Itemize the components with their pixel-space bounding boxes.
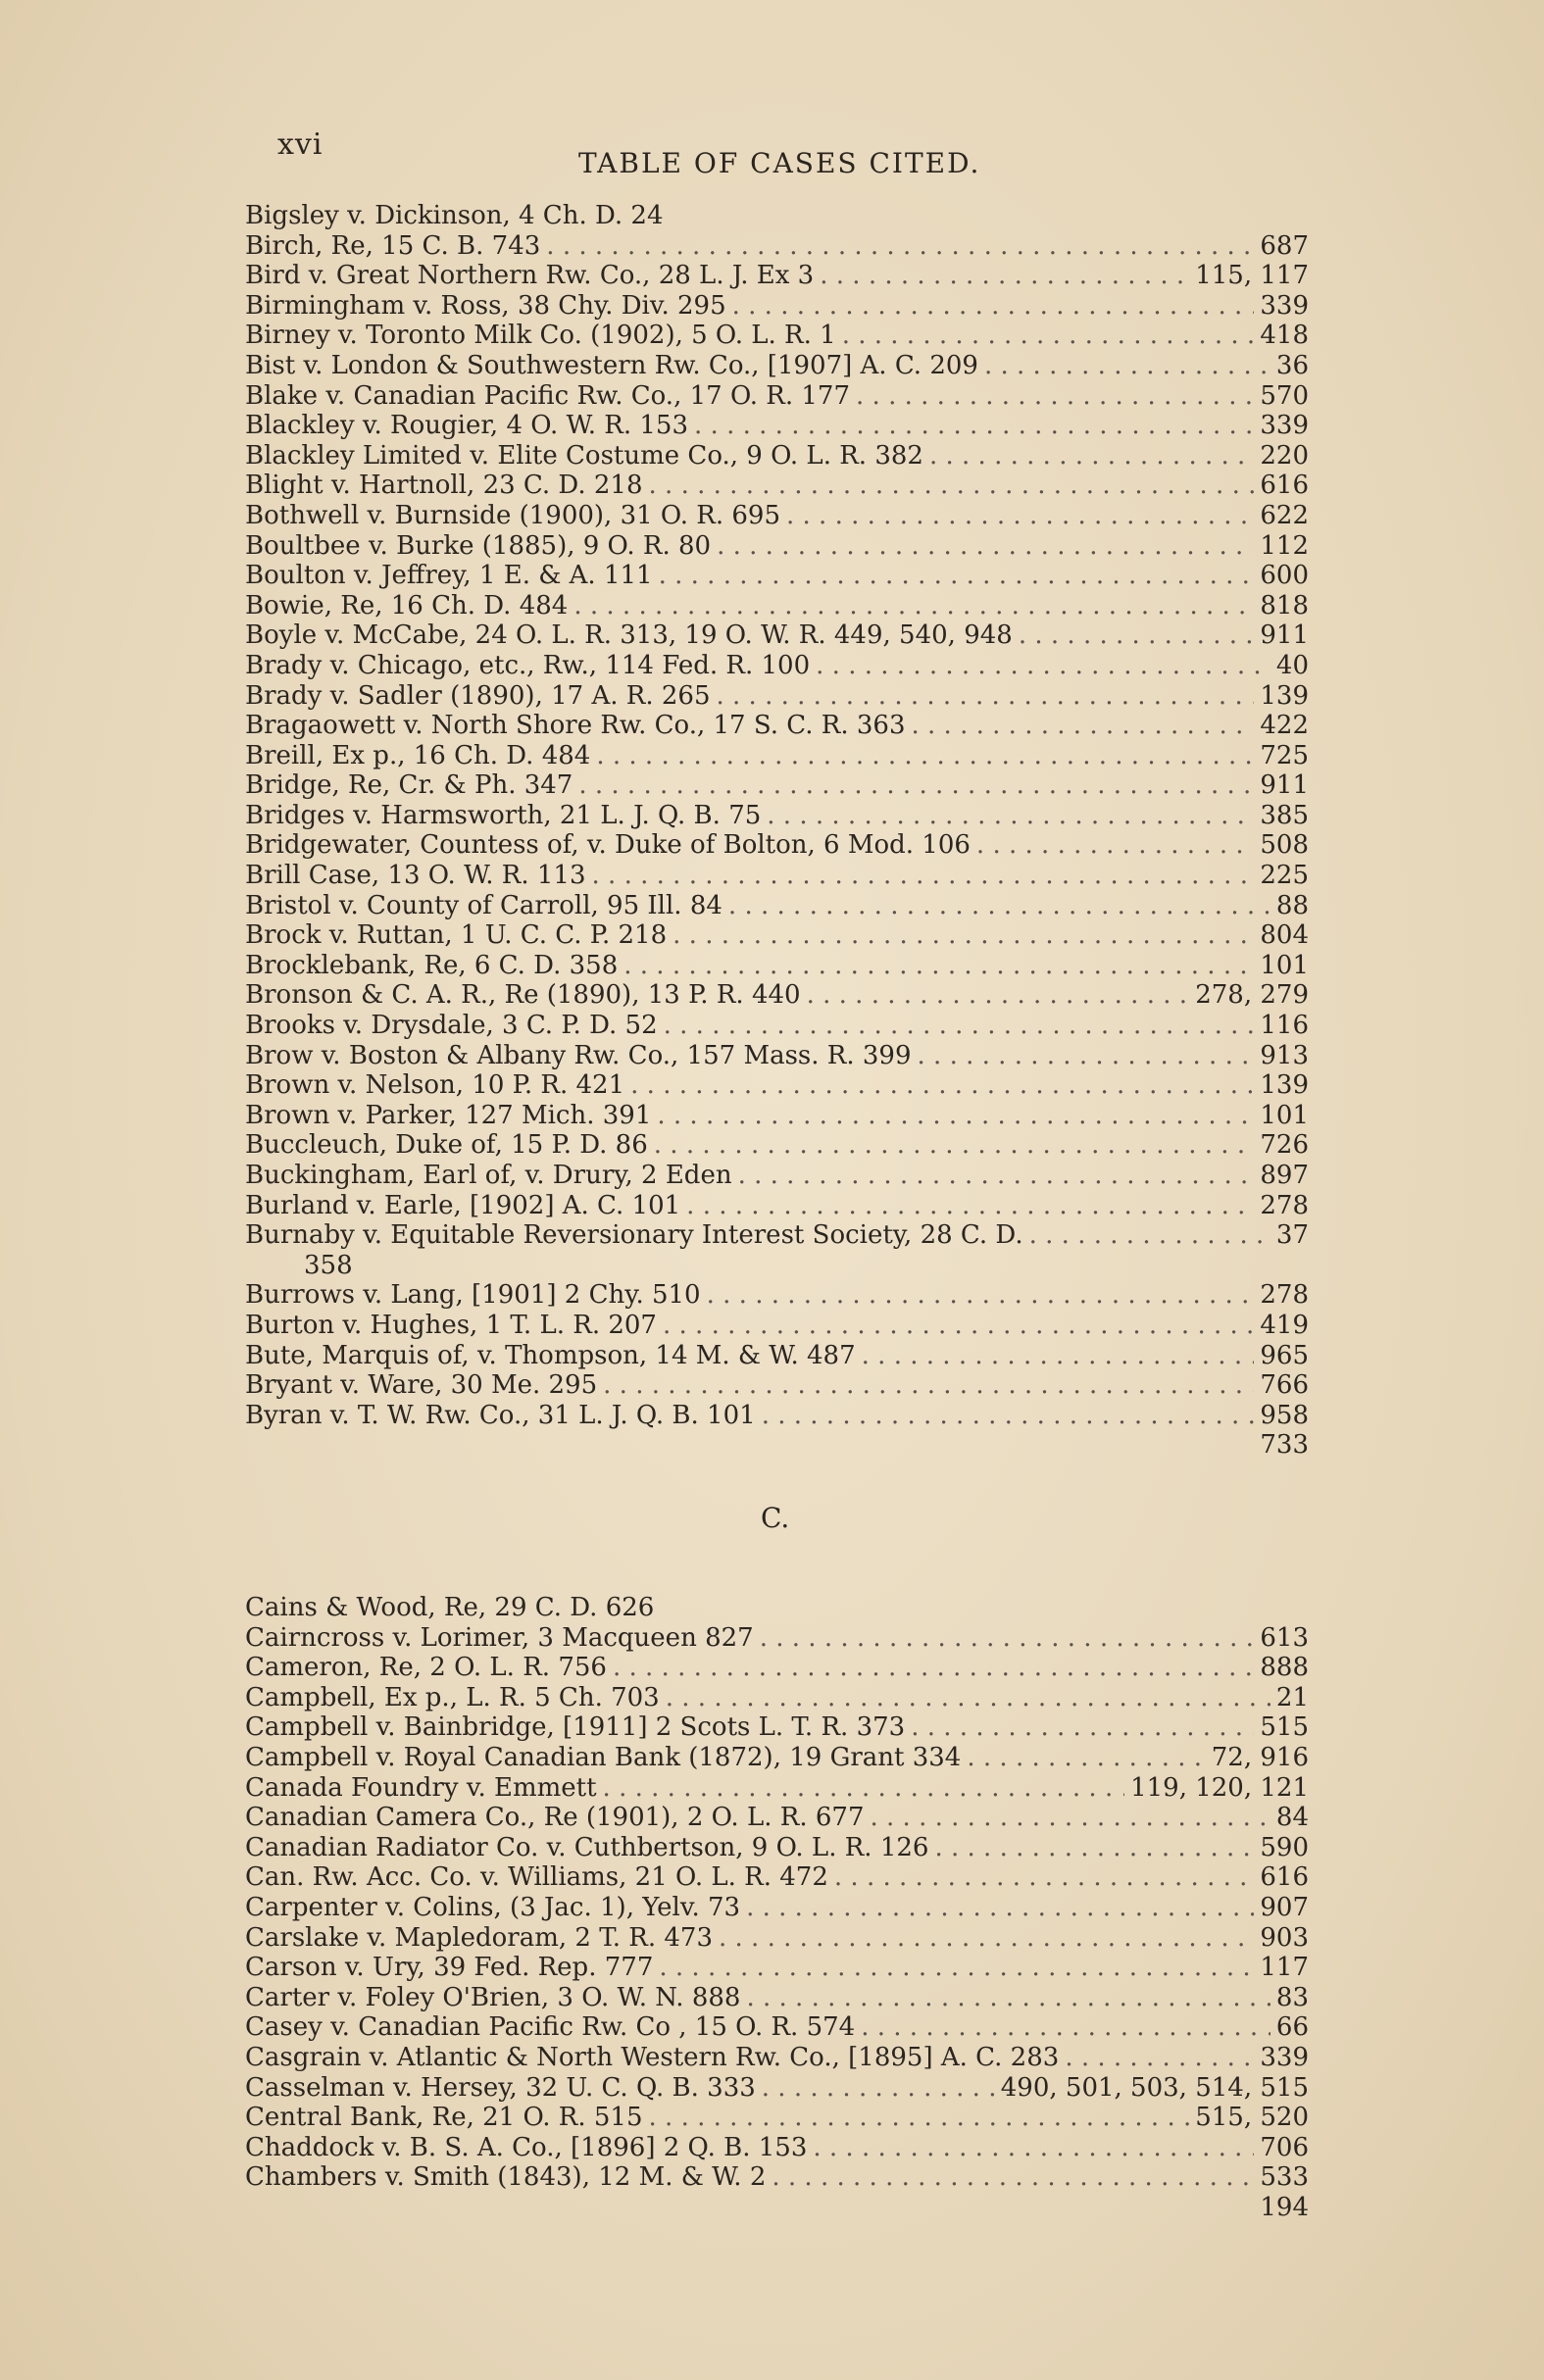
case-entry xyxy=(245,1130,1309,1161)
case-citation: Blight v. Hartnoll, 23 C. D. 218 xyxy=(245,471,643,501)
case-entry xyxy=(245,1712,1309,1743)
page-title: TABLE OF CASES CITED. xyxy=(578,147,981,179)
case-entry xyxy=(245,441,1309,471)
page-reference: 40 xyxy=(1275,650,1309,680)
case-citation: Cairncross v. Lorimer, 3 Macqueen 827 xyxy=(245,1622,754,1653)
case-citation: Campbell v. Bainbridge, [1911] 2 Scots L. T. R. 373 xyxy=(245,1712,906,1743)
case-citation: Carpenter v. Colins, (3 Jac. 1), Yelv. 73 xyxy=(245,1892,741,1922)
dot-leader xyxy=(707,1280,1255,1311)
case-citation: Bist v. London & Southwestern Rw. Co., [1907] A. C. 209 xyxy=(245,350,978,380)
page-reference: 818 xyxy=(1260,590,1309,620)
case-entry xyxy=(245,411,1309,441)
dot-leader xyxy=(861,2012,1270,2043)
dot-leader xyxy=(816,651,1270,681)
dot-leader xyxy=(728,891,1270,921)
case-citation: Casselman v. Hersey, 32 U. C. Q. B. 333 xyxy=(245,2072,756,2103)
case-citation: Canadian Camera Co., Re (1901), 2 O. L. R. 677 xyxy=(245,1803,865,1833)
section-heading-c: C. xyxy=(761,1502,790,1534)
dot-leader xyxy=(603,1370,1254,1401)
case-entry xyxy=(245,201,1309,231)
case-entry xyxy=(245,1341,1309,1371)
case-entry xyxy=(245,231,1309,262)
case-citation: Campbell, Ex p., L. R. 5 Ch. 703 xyxy=(245,1682,660,1712)
case-citation: Bronson & C. A. R., Re (1890), 13 P. R. 440 xyxy=(245,980,801,1011)
page-reference: 888 xyxy=(1260,1653,1309,1683)
case-entry xyxy=(245,681,1309,712)
page-reference: 515 xyxy=(1260,1712,1309,1743)
case-entry xyxy=(245,1623,1309,1654)
case-citation: Bird v. Great Northern Rw. Co., 28 L. J. Ex 3 xyxy=(245,261,815,291)
case-citation: Bristol v. County of Carroll, 95 Ill. 84 xyxy=(245,890,722,920)
case-entry xyxy=(245,1041,1309,1071)
dot-leader xyxy=(967,1743,1205,1773)
page-reference: 533 xyxy=(1260,2162,1309,2193)
case-citation: Buckingham, Earl of, v. Drury, 2 Eden xyxy=(245,1161,732,1190)
case-entry xyxy=(245,561,1309,591)
case-citation: Cameron, Re, 2 O. L. R. 756 xyxy=(245,1653,607,1683)
case-entry xyxy=(245,261,1309,291)
dot-leader xyxy=(820,261,1189,291)
case-entry xyxy=(245,471,1309,501)
case-entry xyxy=(245,1923,1309,1954)
case-entry xyxy=(245,1191,1309,1221)
case-entry xyxy=(245,2133,1309,2163)
dot-leader xyxy=(657,1101,1254,1131)
case-citation: Brow v. Boston & Albany Rw. Co., 157 Mass. R. 399 xyxy=(245,1040,912,1070)
case-entry xyxy=(245,1833,1309,1863)
case-entry xyxy=(245,1743,1309,1773)
dot-leader xyxy=(813,2133,1254,2163)
page-reference: 907 xyxy=(1260,1892,1309,1922)
dot-leader xyxy=(592,861,1255,891)
case-entry xyxy=(245,1220,1309,1251)
case-entry xyxy=(245,620,1309,651)
case-entry xyxy=(245,2162,1309,2193)
page-reference: 117 xyxy=(1260,1953,1309,1983)
dot-leader xyxy=(686,1191,1254,1221)
case-entry xyxy=(245,1251,1309,1281)
page-reference: 116 xyxy=(1260,1011,1309,1041)
page-reference: 766 xyxy=(1260,1370,1309,1401)
case-citation: Breill, Ex p., 16 Ch. D. 484 xyxy=(245,740,591,770)
case-citation: Bridges v. Harmsworth, 21 L. J. Q. B. 75 xyxy=(245,800,762,830)
case-citation: Blackley Limited v. Elite Costume Co., 9 O. L. R. 382 xyxy=(245,440,923,471)
dot-leader xyxy=(738,1161,1255,1191)
dot-leader xyxy=(613,1653,1254,1683)
page-reference: 515, 520 xyxy=(1195,2103,1309,2133)
case-citation: Birmingham v. Ross, 38 Chy. Div. 295 xyxy=(245,290,726,321)
case-entry xyxy=(245,2193,1309,2223)
dot-leader xyxy=(762,2073,995,2104)
page-reference: 590 xyxy=(1260,1832,1309,1862)
page-reference: 613 xyxy=(1260,1622,1309,1653)
case-entry xyxy=(245,1370,1309,1401)
case-entry xyxy=(245,920,1309,951)
page-reference: 706 xyxy=(1260,2132,1309,2162)
case-citation: Blackley v. Rougier, 4 O. W. R. 153 xyxy=(245,411,689,441)
case-citation: Can. Rw. Acc. Co. v. Williams, 21 O. L. R. 472 xyxy=(245,1862,828,1893)
dot-leader xyxy=(732,291,1255,322)
dot-leader xyxy=(694,411,1254,441)
case-citation: Brock v. Ruttan, 1 U. C. C. P. 218 xyxy=(245,920,668,951)
dot-leader xyxy=(1019,620,1255,651)
case-citation: Brocklebank, Re, 6 C. D. 358 xyxy=(245,950,619,980)
case-citation: Burton v. Hughes, 1 T. L. R. 207 xyxy=(245,1310,657,1340)
case-entry xyxy=(245,1161,1309,1191)
case-citation: Bryant v. Ware, 30 Me. 295 xyxy=(245,1370,598,1401)
page-reference: 83 xyxy=(1275,1982,1309,2012)
case-citation: Brady v. Chicago, etc., Rw., 114 Fed. R. 100 xyxy=(245,650,811,680)
case-entry xyxy=(245,1101,1309,1131)
page-reference: 84 xyxy=(1275,1803,1309,1833)
case-entry xyxy=(245,801,1309,831)
case-entry xyxy=(245,1893,1309,1923)
case-entry xyxy=(245,1280,1309,1311)
page-reference: 139 xyxy=(1260,680,1309,711)
page-reference: 616 xyxy=(1260,1862,1309,1893)
dot-leader xyxy=(772,2162,1254,2193)
case-entry xyxy=(245,1953,1309,1983)
section-b-list xyxy=(245,201,1309,1461)
page-reference: 72, 916 xyxy=(1211,1742,1309,1772)
case-citation: Brown v. Nelson, 10 P. R. 421 xyxy=(245,1070,625,1101)
case-citation: Carson v. Ury, 39 Fed. Rep. 777 xyxy=(245,1953,654,1983)
dot-leader xyxy=(918,1041,1255,1071)
page-reference: 194 xyxy=(1260,2192,1309,2222)
case-entry xyxy=(245,1401,1309,1431)
case-entry xyxy=(245,2012,1309,2043)
page-reference: 622 xyxy=(1260,500,1309,530)
case-citation: Birney v. Toronto Milk Co. (1902), 5 O. L. R. 1 xyxy=(245,321,836,351)
case-entry xyxy=(245,1803,1309,1833)
page-reference: 804 xyxy=(1260,920,1309,951)
page-reference: 88 xyxy=(1275,890,1309,920)
case-entry xyxy=(245,980,1309,1011)
dot-leader xyxy=(664,1011,1255,1041)
case-citation: Bridgewater, Countess of, v. Duke of Bolton, 6 Mod. 106 xyxy=(245,830,971,861)
case-citation: Buccleuch, Duke of, 15 P. D. 86 xyxy=(245,1130,648,1161)
case-citation: Brooks v. Drysdale, 3 C. P. D. 52 xyxy=(245,1011,658,1041)
case-entry xyxy=(245,291,1309,322)
dot-leader xyxy=(934,1833,1254,1863)
page-reference: 37 xyxy=(1275,1220,1309,1251)
dot-leader xyxy=(546,231,1254,262)
dot-leader xyxy=(717,531,1254,562)
page-reference: 725 xyxy=(1260,740,1309,770)
case-entry xyxy=(245,1011,1309,1041)
page-reference: 490, 501, 503, 514, 515 xyxy=(1000,2072,1309,2103)
dot-leader xyxy=(623,951,1254,981)
case-entry xyxy=(245,1593,1309,1623)
page-reference: 911 xyxy=(1260,620,1309,651)
case-citation: 358 xyxy=(304,1250,353,1280)
page-reference: 687 xyxy=(1260,230,1309,261)
dot-leader xyxy=(659,1953,1254,1983)
dot-leader xyxy=(663,1311,1254,1341)
page-reference: 21 xyxy=(1275,1682,1309,1712)
case-entry xyxy=(245,321,1309,351)
dot-leader xyxy=(842,321,1255,351)
dot-leader xyxy=(578,770,1254,801)
case-entry xyxy=(245,711,1309,741)
case-entry xyxy=(245,830,1309,861)
case-citation: Casey v. Canadian Pacific Rw. Co , 15 O. R. 574 xyxy=(245,2012,856,2043)
page-reference: 913 xyxy=(1260,1040,1309,1070)
page-reference: 965 xyxy=(1260,1340,1309,1370)
case-entry xyxy=(245,891,1309,921)
dot-leader xyxy=(856,381,1254,412)
dot-leader xyxy=(603,1773,1125,1804)
page-reference: 101 xyxy=(1260,1100,1309,1130)
case-entry xyxy=(245,651,1309,681)
case-citation: Bridge, Re, Cr. & Ph. 347 xyxy=(245,770,573,801)
page-reference: 220 xyxy=(1260,440,1309,471)
page-reference: 733 xyxy=(1260,1430,1309,1461)
dot-leader xyxy=(871,1803,1270,1833)
dot-leader xyxy=(719,1923,1254,1954)
case-entry xyxy=(245,501,1309,531)
dot-leader xyxy=(596,741,1254,771)
page-reference: 911 xyxy=(1260,770,1309,801)
case-citation: Canadian Radiator Co. v. Cuthbertson, 9 O. L. R. 126 xyxy=(245,1832,929,1862)
dot-leader xyxy=(1065,2043,1254,2073)
case-entry xyxy=(245,1070,1309,1101)
dot-leader xyxy=(717,681,1255,712)
case-citation: Boyle v. McCabe, 24 O. L. R. 313, 19 O. W. R. 449, 540, 948 xyxy=(245,620,1013,651)
case-entry xyxy=(245,2103,1309,2133)
dot-leader xyxy=(786,501,1254,531)
page-reference: 508 xyxy=(1260,830,1309,861)
dot-leader xyxy=(746,1983,1270,2013)
page-reference: 903 xyxy=(1260,1922,1309,1953)
dot-leader xyxy=(672,920,1254,951)
case-entry xyxy=(245,1683,1309,1713)
page-reference: 616 xyxy=(1260,471,1309,501)
case-entry xyxy=(245,2043,1309,2073)
case-entry xyxy=(245,351,1309,381)
case-citation: Bigsley v. Dickinson, 4 Ch. D. 24 xyxy=(245,201,664,230)
case-citation: Byran v. T. W. Rw. Co., 31 L. J. Q. B. 101 xyxy=(245,1400,756,1430)
section-c-list xyxy=(245,1593,1309,2222)
dot-leader xyxy=(760,1623,1255,1654)
page-reference: 897 xyxy=(1260,1161,1309,1190)
page-reference: 570 xyxy=(1260,380,1309,411)
page-reference: 419 xyxy=(1260,1310,1309,1340)
case-citation: Campbell v. Royal Canadian Bank (1872), 19 Grant 334 xyxy=(245,1742,962,1772)
case-citation: Blake v. Canadian Pacific Rw. Co., 17 O. R. 177 xyxy=(245,380,851,411)
dot-leader xyxy=(976,830,1254,861)
dot-leader xyxy=(630,1070,1254,1101)
case-citation: Brill Case, 13 O. W. R. 113 xyxy=(245,861,586,891)
case-entry xyxy=(245,591,1309,621)
page-reference: 139 xyxy=(1260,1070,1309,1101)
case-citation: Central Bank, Re, 21 O. R. 515 xyxy=(245,2103,643,2133)
case-citation: Boulton v. Jeffrey, 1 E. & A. 111 xyxy=(245,561,653,591)
dot-leader xyxy=(666,1683,1270,1713)
case-citation: Casgrain v. Atlantic & North Western Rw. Co., [1895] A. C. 283 xyxy=(245,2042,1060,2072)
case-citation: Burland v. Earle, [1902] A. C. 101 xyxy=(245,1190,681,1220)
dot-leader xyxy=(862,1341,1255,1371)
case-entry xyxy=(245,861,1309,891)
case-citation: Bute, Marquis of, v. Thompson, 14 M. & W. 487 xyxy=(245,1340,856,1370)
dot-leader xyxy=(573,591,1254,621)
dot-leader xyxy=(1029,1220,1270,1251)
dot-leader xyxy=(807,980,1190,1011)
page-reference: 112 xyxy=(1260,530,1309,561)
dot-leader xyxy=(834,1862,1254,1893)
case-citation: Canada Foundry v. Emmett xyxy=(245,1772,597,1803)
case-entry xyxy=(245,381,1309,412)
case-entry xyxy=(245,770,1309,801)
page-reference: 339 xyxy=(1260,411,1309,441)
page-reference: 418 xyxy=(1260,321,1309,351)
page-reference: 339 xyxy=(1260,2042,1309,2072)
case-entry xyxy=(245,1653,1309,1683)
page-reference: 119, 120, 121 xyxy=(1130,1772,1309,1803)
page-reference: 600 xyxy=(1260,561,1309,591)
dot-leader xyxy=(762,1401,1255,1431)
page-reference: 278 xyxy=(1260,1280,1309,1311)
case-entry xyxy=(245,1430,1309,1461)
case-citation: Carter v. Foley O'Brien, 3 O. W. N. 888 xyxy=(245,1982,741,2012)
case-citation: Birch, Re, 15 C. B. 743 xyxy=(245,230,541,261)
page-reference: 726 xyxy=(1260,1130,1309,1161)
dot-leader xyxy=(659,561,1255,591)
case-entry xyxy=(245,1773,1309,1804)
case-citation: Boultbee v. Burke (1885), 9 O. R. 80 xyxy=(245,530,712,561)
page-reference: 115, 117 xyxy=(1195,261,1309,291)
case-entry xyxy=(245,1983,1309,2013)
case-entry xyxy=(245,2073,1309,2104)
case-citation: Chaddock v. B. S. A. Co., [1896] 2 Q. B. 153 xyxy=(245,2132,808,2162)
page-reference: 66 xyxy=(1275,2012,1309,2043)
case-citation: Brady v. Sadler (1890), 17 A. R. 265 xyxy=(245,680,711,711)
dot-leader xyxy=(654,1130,1255,1161)
page-reference: 385 xyxy=(1260,800,1309,830)
case-citation: Bowie, Re, 16 Ch. D. 484 xyxy=(245,590,569,620)
dot-leader xyxy=(649,2103,1190,2133)
case-citation: Bothwell v. Burnside (1900), 31 O. R. 695 xyxy=(245,500,780,530)
case-citation: Burrows v. Lang, [1901] 2 Chy. 510 xyxy=(245,1280,701,1311)
page-reference: 278 xyxy=(1260,1190,1309,1220)
page-reference: 339 xyxy=(1260,290,1309,321)
case-citation: Cains & Wood, Re, 29 C. D. 626 xyxy=(245,1593,655,1622)
dot-leader xyxy=(912,711,1255,741)
dot-leader xyxy=(767,801,1254,831)
dot-leader xyxy=(929,441,1254,471)
case-citation: Chambers v. Smith (1843), 12 M. & W. 2 xyxy=(245,2162,767,2193)
dot-leader xyxy=(746,1893,1254,1923)
case-entry xyxy=(245,951,1309,981)
case-entry xyxy=(245,741,1309,771)
page-number: xvi xyxy=(277,127,324,162)
dot-leader xyxy=(649,471,1255,501)
case-citation: Burnaby v. Equitable Reversionary Interest Society, 28 C. D. xyxy=(245,1220,1023,1251)
dot-leader xyxy=(984,351,1270,381)
case-citation: Carslake v. Mapledoram, 2 T. R. 473 xyxy=(245,1922,713,1953)
page-reference: 422 xyxy=(1260,711,1309,741)
page-reference: 36 xyxy=(1275,350,1309,380)
page-reference: 101 xyxy=(1260,950,1309,980)
case-entry xyxy=(245,531,1309,562)
page-reference: 958 xyxy=(1260,1400,1309,1430)
case-entry xyxy=(245,1862,1309,1893)
page-reference: 278, 279 xyxy=(1195,980,1309,1011)
case-citation: Bragaowett v. North Shore Rw. Co., 17 S. C. R. 363 xyxy=(245,711,906,741)
case-entry xyxy=(245,1311,1309,1341)
dot-leader xyxy=(911,1712,1254,1743)
page-reference: 225 xyxy=(1260,861,1309,891)
case-citation: Brown v. Parker, 127 Mich. 391 xyxy=(245,1100,652,1130)
